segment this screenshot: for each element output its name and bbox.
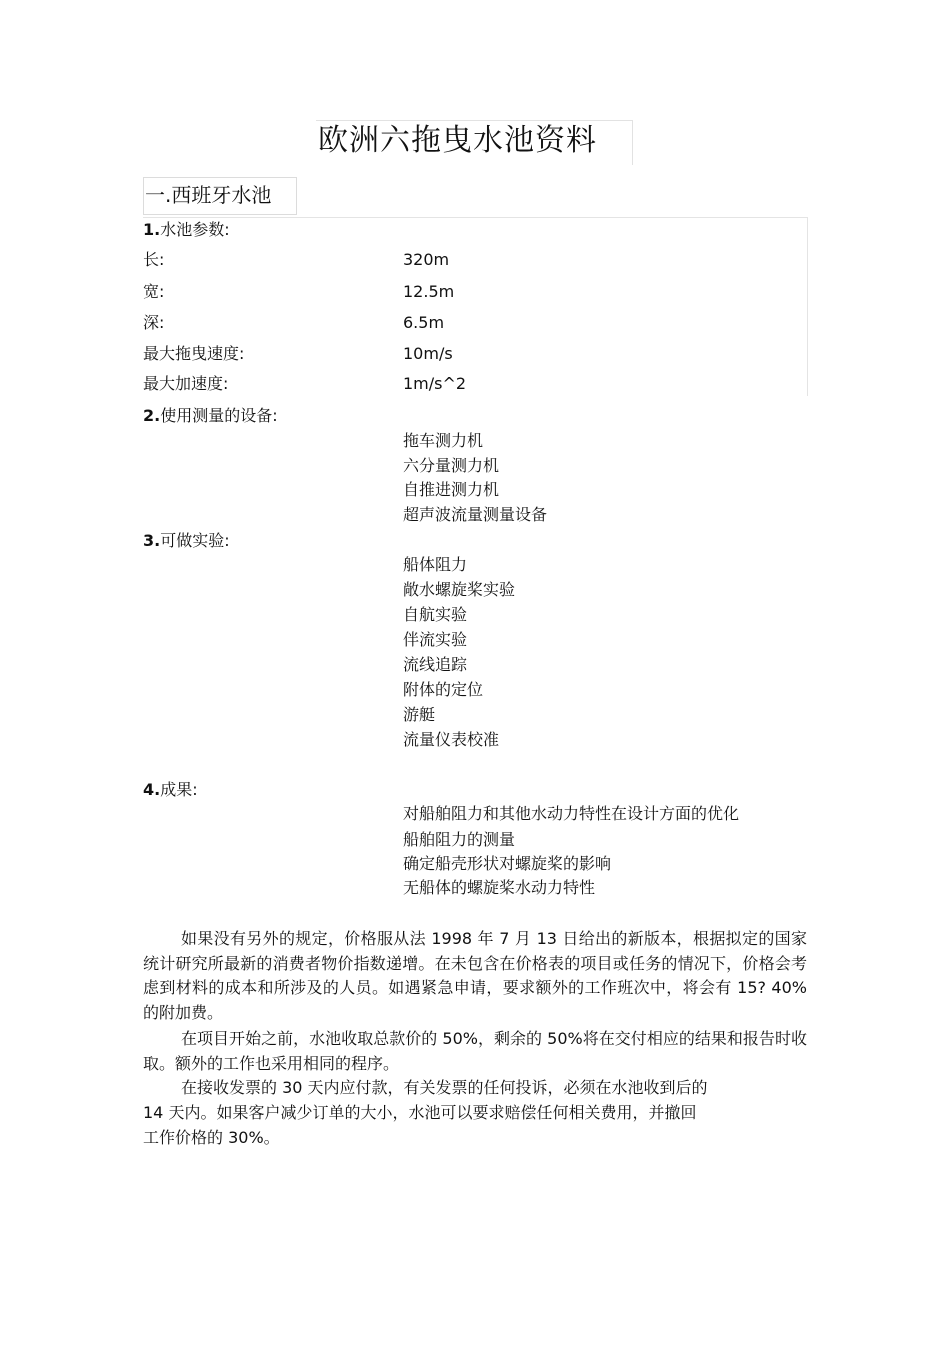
equipment-number: 2.	[143, 406, 161, 425]
experiment-item: 伴流实验	[403, 630, 468, 649]
equipment-item: 拖车测力机	[403, 431, 484, 450]
invoice-line: 在接收发票的 30 天内应付款，有关发票的任何投诉，必须在水池收到后的	[181, 1078, 708, 1097]
experiments-number: 3.	[143, 531, 161, 550]
experiment-item: 船体阻力	[403, 555, 468, 574]
results-heading-text: 成果:	[160, 780, 198, 799]
experiments-heading-text: 可做实验:	[160, 531, 230, 550]
param-label-length: 长:	[143, 250, 165, 269]
param-value-width: 12.5m	[403, 282, 455, 301]
param-value-length: 320m	[403, 250, 450, 269]
param-value-depth: 6.5m	[403, 313, 445, 332]
section-title: 一.西班牙水池	[145, 183, 272, 207]
experiment-item: 自航实验	[403, 605, 468, 624]
pricing-paragraph: 如果没有另外的规定，价格服从法 1998 年 7 月 13 日给出的新版本，根据拟定的国家统计研究所最新的消费者物价指数递增。在未包含在价格表的项目或任务的情况下，价格会考虑到材料的成本和所涉及的人员。如遇紧急申请，要求额外的工作班次中，将会有 15? 40%的附加费。	[143, 929, 807, 1022]
payment-paragraph: 在项目开始之前，水池收取总款价的 50%，剩余的 50%将在交付相应的结果和报告时收取。额外的工作也采用相同的程序。	[143, 1029, 807, 1073]
experiment-item: 敞水螺旋桨实验	[403, 580, 516, 599]
equipment-heading	[143, 405, 278, 427]
experiment-item: 流量仪表校准	[403, 730, 500, 749]
experiment-item: 流线追踪	[403, 655, 468, 674]
experiment-item: 游艇	[403, 705, 436, 724]
result-item: 船舶阻力的测量	[403, 830, 516, 849]
experiment-item: 附体的定位	[403, 680, 484, 699]
invoice-line: 工作价格的 30%。	[143, 1128, 280, 1147]
result-item: 对船舶阻力和其他水动力特性在设计方面的优化	[403, 804, 740, 823]
equipment-heading-text: 使用测量的设备:	[160, 406, 278, 425]
params-table-frame	[143, 217, 808, 396]
param-label-depth: 深:	[143, 313, 165, 332]
results-number: 4.	[143, 780, 161, 799]
experiments-heading	[143, 530, 230, 552]
result-item: 确定船壳形状对螺旋桨的影响	[403, 854, 612, 873]
equipment-item: 六分量测力机	[403, 456, 500, 475]
params-heading-text: 水池参数:	[160, 220, 230, 239]
param-value-max-speed: 10m/s	[403, 344, 453, 363]
equipment-item: 超声波流量测量设备	[403, 505, 548, 524]
param-value-max-accel: 1m/s^2	[403, 374, 467, 393]
document-title: 欧洲六拖曳水池资料	[318, 123, 597, 158]
param-label-max-accel: 最大加速度:	[143, 374, 229, 393]
params-heading	[143, 219, 230, 241]
invoice-line: 14 天内。如果客户减少订单的大小，水池可以要求赔偿任何相关费用，并撤回	[143, 1103, 697, 1122]
params-number: 1.	[143, 220, 161, 239]
param-label-max-speed: 最大拖曳速度:	[143, 344, 245, 363]
param-label-width: 宽:	[143, 282, 165, 301]
results-heading	[143, 779, 198, 801]
equipment-item: 自推进测力机	[403, 480, 500, 499]
result-item: 无船体的螺旋桨水动力特性	[403, 878, 596, 897]
